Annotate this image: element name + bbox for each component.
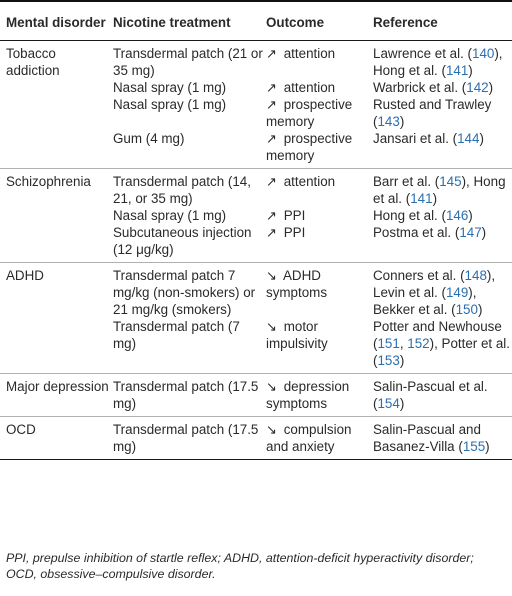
reference-tail: ) <box>485 439 490 454</box>
reference-entry <box>373 421 512 455</box>
table-body <box>0 41 512 460</box>
reference-tail: ) <box>432 191 438 206</box>
treatment-text: Nasal spray (1 mg) <box>113 97 227 112</box>
reference-tail: ), <box>468 285 477 300</box>
reference-author: Levin et al. ( <box>373 285 446 300</box>
increase-arrow-icon: ↗ <box>266 225 277 240</box>
reference-tail: ) <box>481 225 487 240</box>
reference-link[interactable]: 151 <box>377 336 400 351</box>
disorder-group-row <box>0 263 512 374</box>
treatment-text: Subcutaneous injection (12 μg/kg) <box>113 225 252 257</box>
reference-author: Hong et al. ( <box>373 208 446 223</box>
reference-entry <box>373 378 512 412</box>
outcome-cell <box>263 417 372 460</box>
header-row <box>0 1 512 41</box>
reference-link[interactable]: 147 <box>459 225 482 240</box>
reference-entry <box>373 79 512 96</box>
outcome-text: attention <box>283 46 336 61</box>
reference-tail: ) <box>399 353 405 368</box>
header-reference: Reference <box>372 1 512 41</box>
treatment-text: Transdermal patch (21 or 35 mg) <box>113 46 263 78</box>
reference-tail: ), <box>461 174 470 189</box>
outcome-entry <box>266 378 372 412</box>
reference-tail: ), <box>494 46 503 61</box>
reference-author: Lawrence et al. ( <box>373 46 472 61</box>
reference-cell <box>372 41 512 169</box>
reference-author: Salin-Pascual et al. ( <box>373 379 488 411</box>
outcome-text: depression symptoms <box>266 379 350 411</box>
header-outcome: Outcome <box>263 1 372 41</box>
reference-cell <box>372 374 512 417</box>
decrease-arrow-icon: ↘ <box>266 422 277 437</box>
outcome-cell <box>263 374 372 417</box>
treatment-text: Transdermal patch (17.5 mg) <box>113 379 259 411</box>
reference-link[interactable]: 146 <box>445 208 469 223</box>
outcome-entry <box>266 318 372 369</box>
outcome-cell <box>263 169 372 263</box>
reference-link[interactable]: 154 <box>377 396 400 411</box>
outcome-text: PPI <box>283 208 306 223</box>
header-nicotine-treatment: Nicotine treatment <box>109 1 263 41</box>
reference-link[interactable]: 148 <box>464 268 487 283</box>
outcome-entry <box>266 207 372 224</box>
outcome-cell <box>263 41 372 169</box>
decrease-arrow-icon: ↘ <box>266 268 277 283</box>
reference-link[interactable]: 140 <box>472 46 495 61</box>
outcome-entry <box>266 421 372 455</box>
reference-tail: ) <box>468 63 473 78</box>
reference-entry <box>373 130 512 164</box>
reference-entry <box>373 173 512 207</box>
increase-arrow-icon: ↗ <box>266 174 277 189</box>
reference-link[interactable]: 153 <box>377 353 400 368</box>
outcome-entry <box>266 267 372 318</box>
reference-tail: ), <box>486 268 496 283</box>
reference-tail: ), Potter et al. ( <box>373 336 510 368</box>
outcome-entry <box>266 130 372 164</box>
reference-cell <box>372 169 512 263</box>
treatment-cell <box>109 41 263 169</box>
disorder-cell: Tobacco addiction <box>0 41 109 169</box>
outcome-cell <box>263 263 372 374</box>
reference-author: Rusted and Trawley ( <box>373 97 492 129</box>
reference-entry <box>373 207 512 224</box>
reference-entry <box>373 96 512 130</box>
table-footnote: PPI, prepulse inhibition of startle reflex; ADHD, attention-deficit hyperactivity disorder; OCD, obsessive–compulsive disorder. <box>6 551 474 581</box>
reference-link[interactable]: 143 <box>377 114 400 129</box>
outcome-entry <box>266 96 372 130</box>
treatment-cell <box>109 169 263 263</box>
treatment-text: Transdermal patch 7 mg/kg (non-smokers) or 21 mg/kg (smokers) <box>113 268 256 317</box>
reference-entry <box>373 224 512 258</box>
outcome-text: prospective memory <box>266 97 353 129</box>
disorder-cell: Schizophrenia <box>0 169 109 263</box>
reference-tail: ) <box>468 208 473 223</box>
treatment-cell <box>109 417 263 460</box>
treatment-text: Nasal spray (1 mg) <box>113 80 227 95</box>
reference-link[interactable]: 145 <box>439 174 462 189</box>
decrease-arrow-icon: ↘ <box>266 379 277 394</box>
reference-cell <box>372 263 512 374</box>
reference-tail: , <box>399 336 408 351</box>
reference-tail: ) <box>479 131 484 146</box>
increase-arrow-icon: ↗ <box>266 131 277 146</box>
outcome-text: attention <box>283 80 336 95</box>
reference-link[interactable]: 149 <box>445 285 469 300</box>
disorder-group-row <box>0 169 512 263</box>
outcome-text: attention <box>283 174 336 189</box>
reference-entry <box>373 45 512 79</box>
treatment-text: Transdermal patch (14, 21, or 35 mg) <box>113 174 251 206</box>
outcome-entry <box>266 79 372 96</box>
increase-arrow-icon: ↗ <box>266 208 277 223</box>
reference-author: Salin-Pascual and Basanez-Villa ( <box>373 422 481 454</box>
disorder-group-row <box>0 41 512 169</box>
reference-link[interactable]: 150 <box>455 302 478 317</box>
reference-tail: ) <box>399 114 405 129</box>
reference-author: Hong et al. ( <box>373 174 506 206</box>
reference-author: Warbrick et al. ( <box>373 80 467 95</box>
disorder-group-row <box>0 374 512 417</box>
reference-entry <box>373 267 512 318</box>
reference-link[interactable]: 155 <box>462 439 486 454</box>
increase-arrow-icon: ↗ <box>266 46 277 61</box>
reference-author: Hong et al. ( <box>373 63 446 78</box>
reference-link[interactable]: 144 <box>457 131 480 146</box>
increase-arrow-icon: ↗ <box>266 97 277 112</box>
disorder-cell: Major depression <box>0 374 109 417</box>
decrease-arrow-icon: ↘ <box>266 319 277 334</box>
increase-arrow-icon: ↗ <box>266 80 277 95</box>
outcome-text: PPI <box>283 225 306 240</box>
reference-link[interactable]: 152 <box>407 336 430 351</box>
outcome-text: compulsion and anxiety <box>266 422 352 454</box>
reference-entry <box>373 318 512 369</box>
treatment-cell <box>109 374 263 417</box>
reference-author: Barr et al. ( <box>373 174 440 189</box>
reference-link[interactable]: 142 <box>466 80 489 95</box>
outcome-text: prospective memory <box>266 131 353 163</box>
reference-tail: ) <box>488 80 494 95</box>
disorder-group-row <box>0 417 512 460</box>
outcome-entry <box>266 173 372 207</box>
outcome-entry <box>266 224 372 258</box>
reference-author: Conners et al. ( <box>373 268 465 283</box>
treatment-cell <box>109 263 263 374</box>
disorder-cell: ADHD <box>0 263 109 374</box>
reference-author: Jansari et al. ( <box>373 131 458 146</box>
reference-link[interactable]: 141 <box>410 191 433 206</box>
header-mental-disorder: Mental disorder <box>0 1 109 41</box>
outcome-text: ADHD symptoms <box>266 268 328 300</box>
reference-link[interactable]: 141 <box>445 63 469 78</box>
reference-author: Postma et al. ( <box>373 225 460 240</box>
treatment-text: Nasal spray (1 mg) <box>113 208 227 223</box>
disorder-cell: OCD <box>0 417 109 460</box>
reference-author: Bekker et al. ( <box>373 302 456 317</box>
reference-tail: ) <box>477 302 483 317</box>
outcome-entry <box>266 45 372 79</box>
reference-author: Potter and Newhouse ( <box>373 319 502 351</box>
treatment-text: Gum (4 mg) <box>113 131 185 146</box>
reference-tail: ) <box>399 396 405 411</box>
treatment-text: Transdermal patch (7 mg) <box>113 319 240 351</box>
treatment-text: Transdermal patch (17.5 mg) <box>113 422 259 454</box>
outcome-text: motor impulsivity <box>266 319 328 351</box>
reference-cell <box>372 417 512 460</box>
